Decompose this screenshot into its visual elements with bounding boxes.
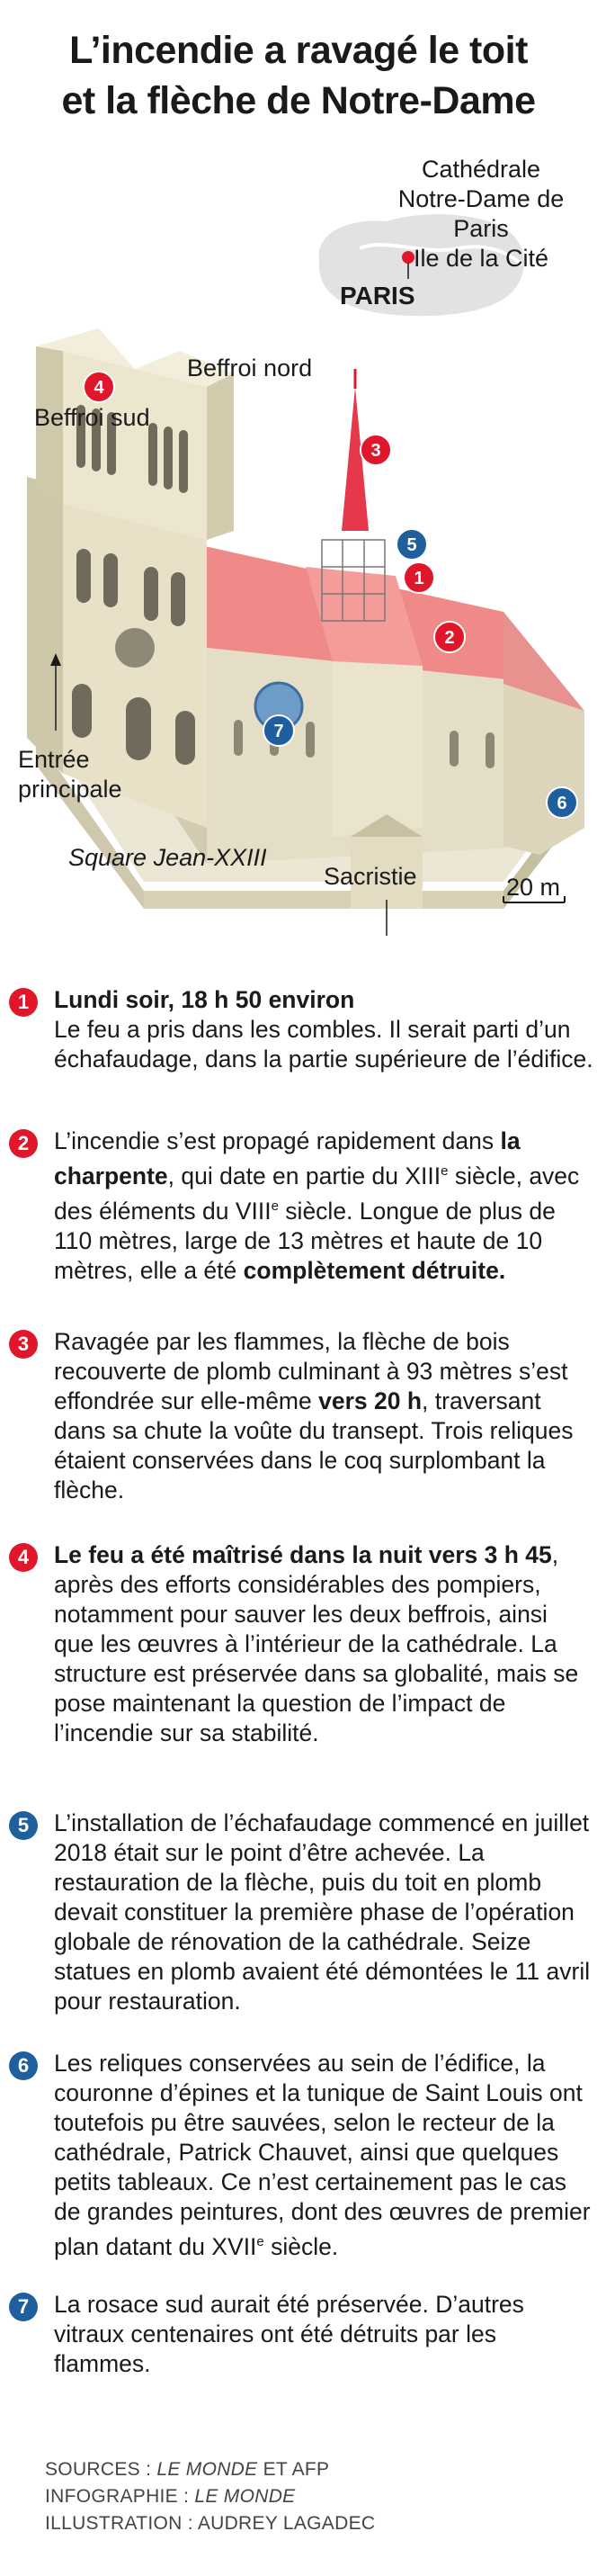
label-beffroi-nord: Beffroi nord — [187, 355, 313, 381]
step-body: Les reliques conservées au sein de l’édifice, la couronne d’épines et la tunique de Saint Louis ont toutefois pu être sauvées, selon le recteur de la cathédrale, Patrick Chauvet, ainsi que quelques petits tableaux. Ce n’est certainement pas le cas de grandes peintures, dont des œuvres de premier plan datant du XVIIe siècle. — [54, 2050, 591, 2260]
step-7 — [9, 2290, 593, 2379]
marker-4 — [84, 372, 114, 402]
title-line-1: L’incendie a ravagé le toit — [69, 29, 528, 72]
page-title — [0, 25, 597, 126]
svg-text:2: 2 — [444, 628, 455, 648]
step-4 — [9, 1540, 593, 1748]
step-badge: 6 — [9, 2051, 38, 2080]
label-beffroi-sud: Beffroi sud — [34, 404, 150, 431]
label-entree: Entrée principale — [18, 746, 122, 803]
step-badge: 3 — [9, 1330, 38, 1359]
marker-5 — [397, 529, 427, 560]
credit-illustration: ILLUSTRATION : AUDREY LAGADEC — [45, 2513, 376, 2534]
label-square: Square Jean-XXIII — [68, 844, 267, 871]
map-label: Cathédrale Notre-Dame de Paris Ile de la Cité — [397, 156, 565, 272]
svg-text:6: 6 — [557, 794, 567, 813]
credit-sources: SOURCES : LE MONDE ET AFP — [45, 2459, 330, 2480]
step-3 — [9, 1327, 593, 1505]
marker-3 — [361, 435, 391, 465]
credits — [45, 2456, 375, 2537]
marker-2 — [434, 622, 465, 652]
svg-text:1: 1 — [414, 569, 424, 588]
step-2 — [9, 1126, 593, 1286]
step-lead: Lundi soir, 18 h 50 environ — [54, 986, 355, 1013]
credit-infographie: INFOGRAPHIE : LE MONDE — [45, 2486, 296, 2507]
step-body: La rosace sud aurait été préservée. D’autres vitraux centenaires ont été détruits par les flammes. — [54, 2291, 524, 2377]
step-body: Le feu a été maîtrisé dans la nuit vers 3 h 45, après des efforts considérables des pompiers, notamment pour sauver les deux beffrois, ainsi que les œuvres à l’intérieur de la cathédrale. La structure est préservée dans sa globalité, mais se pose maintenant la question de l’impact de l’incendie sur sa stabilité. — [54, 1541, 579, 1746]
step-5 — [9, 1809, 593, 2016]
svg-text:5: 5 — [406, 535, 417, 555]
step-body: L’incendie s’est propagé rapidement dans la charpente, qui date en partie du XIIIe siècle, avec des éléments du VIIIe siècle. Longue de plus de 110 mètres, large de 13 mètres et haute de 10 mètres, elle a été complètement détruite. — [54, 1127, 580, 1284]
svg-text:4: 4 — [94, 378, 104, 398]
step-badge: 1 — [9, 988, 38, 1017]
svg-text:7: 7 — [273, 722, 284, 741]
marker-6 — [547, 787, 577, 818]
title-line-2: et la flèche de Notre-Dame — [61, 79, 536, 122]
label-sacristie: Sacristie — [324, 863, 417, 890]
step-body: Ravagée par les flammes, la flèche de bois recouverte de plomb culminant à 93 mètres s’est effondrée sur elle-même vers 20 h, traversant dans sa chute la voûte du transept. Trois reliques étaient conservées dans le coq surplombant la flèche. — [54, 1328, 574, 1503]
step-badge: 2 — [9, 1129, 38, 1158]
step-1 — [9, 985, 593, 1074]
step-body: Le feu a pris dans les combles. Il serait parti d’un échafaudage, dans la partie supérieure de l’édifice. — [54, 1016, 593, 1073]
svg-text:3: 3 — [370, 441, 381, 461]
marker-7 — [263, 715, 294, 746]
step-badge: 7 — [9, 2293, 38, 2321]
step-6 — [9, 2049, 593, 2262]
step-body: L’installation de l’échafaudage commencé en juillet 2018 était sur le point d’être achevée. La restauration de la flèche, puis du toit en plomb devait constituer la première phase de l’opération globale de rénovation de la cathédrale. Seize statues en plomb avaient été démontées le 11 avril pour restauration. — [54, 1809, 591, 2015]
step-badge: 5 — [9, 1811, 38, 1840]
scale-label: 20 m — [506, 874, 561, 901]
marker-1 — [404, 562, 434, 593]
map-city-label: PARIS — [340, 282, 415, 310]
step-badge: 4 — [9, 1543, 38, 1572]
